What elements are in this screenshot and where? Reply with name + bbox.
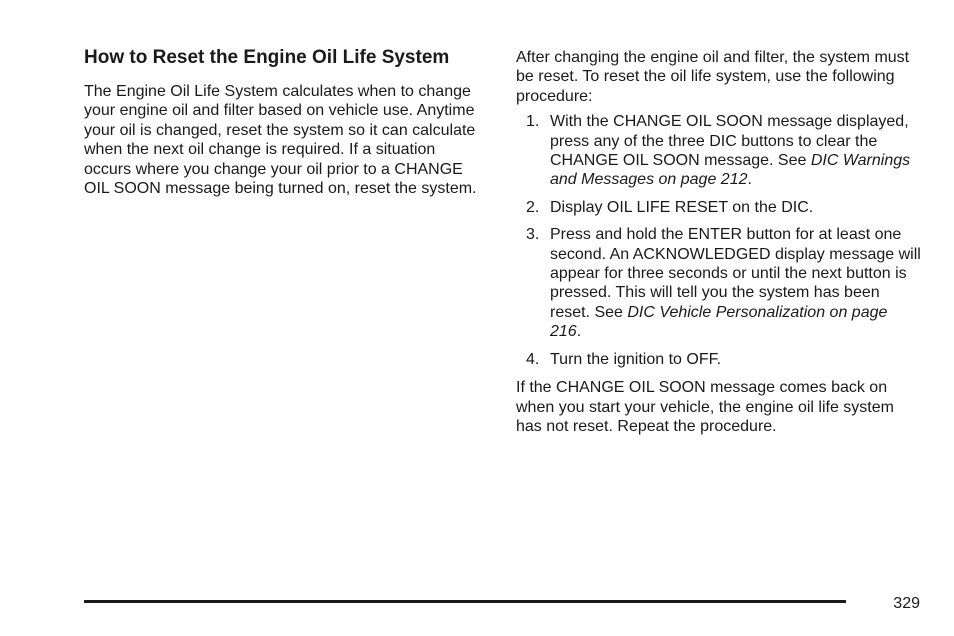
step-2 xyxy=(516,198,921,217)
section-heading: How to Reset the Engine Oil Life System xyxy=(84,47,450,68)
footer-rule xyxy=(84,600,846,603)
step-1 xyxy=(516,112,921,190)
step-end: . xyxy=(747,171,752,189)
step-number: 1. xyxy=(526,113,540,131)
right-column xyxy=(516,46,921,436)
step-text: With the CHANGE OIL SOON message displayed, press any of the three DIC buttons to clear the CHANGE OIL SOON message. See xyxy=(550,113,909,170)
step-end: . xyxy=(576,323,582,341)
procedure-steps xyxy=(516,112,921,369)
procedure-intro: After changing the engine oil and filter, the system must be reset. To reset the oil life system, use the following procedure: xyxy=(516,49,910,105)
step-text: Display OIL LIFE RESET on the DIC. xyxy=(550,198,814,216)
step-number: 3. xyxy=(526,226,540,244)
page-reference-link[interactable]: DIC Vehicle Personalization on page 216 xyxy=(550,303,888,341)
step-4 xyxy=(516,350,921,369)
closing-paragraph: If the CHANGE OIL SOON message comes back on when you start your vehicle, the engine oil life system has not reset. Repeat the procedure. xyxy=(516,379,894,435)
page-reference-link[interactable]: DIC Warnings and Messages on page 212 xyxy=(550,152,911,189)
step-text: Press and hold the ENTER button for at least one second. An ACKNOWLEDGED display message will appear for three seconds or until the next button is pressed. This will tell you the system has been reset. See xyxy=(550,226,921,321)
intro-paragraph: The Engine Oil Life System calculates when to change your engine oil and filter based on vehicle use. Anytime your oil is changed, reset the system so it can calculate when the next oil change is required. If a situation occurs where you change your oil prior to a CHANGE OIL SOON message being turned on, reset the system. xyxy=(84,83,477,198)
step-number: 2. xyxy=(526,198,540,216)
page-number: 329 xyxy=(893,595,920,612)
step-number: 4. xyxy=(526,350,540,368)
step-3 xyxy=(516,225,921,341)
left-column xyxy=(84,46,479,198)
step-text: Turn the ignition to OFF. xyxy=(550,350,722,368)
